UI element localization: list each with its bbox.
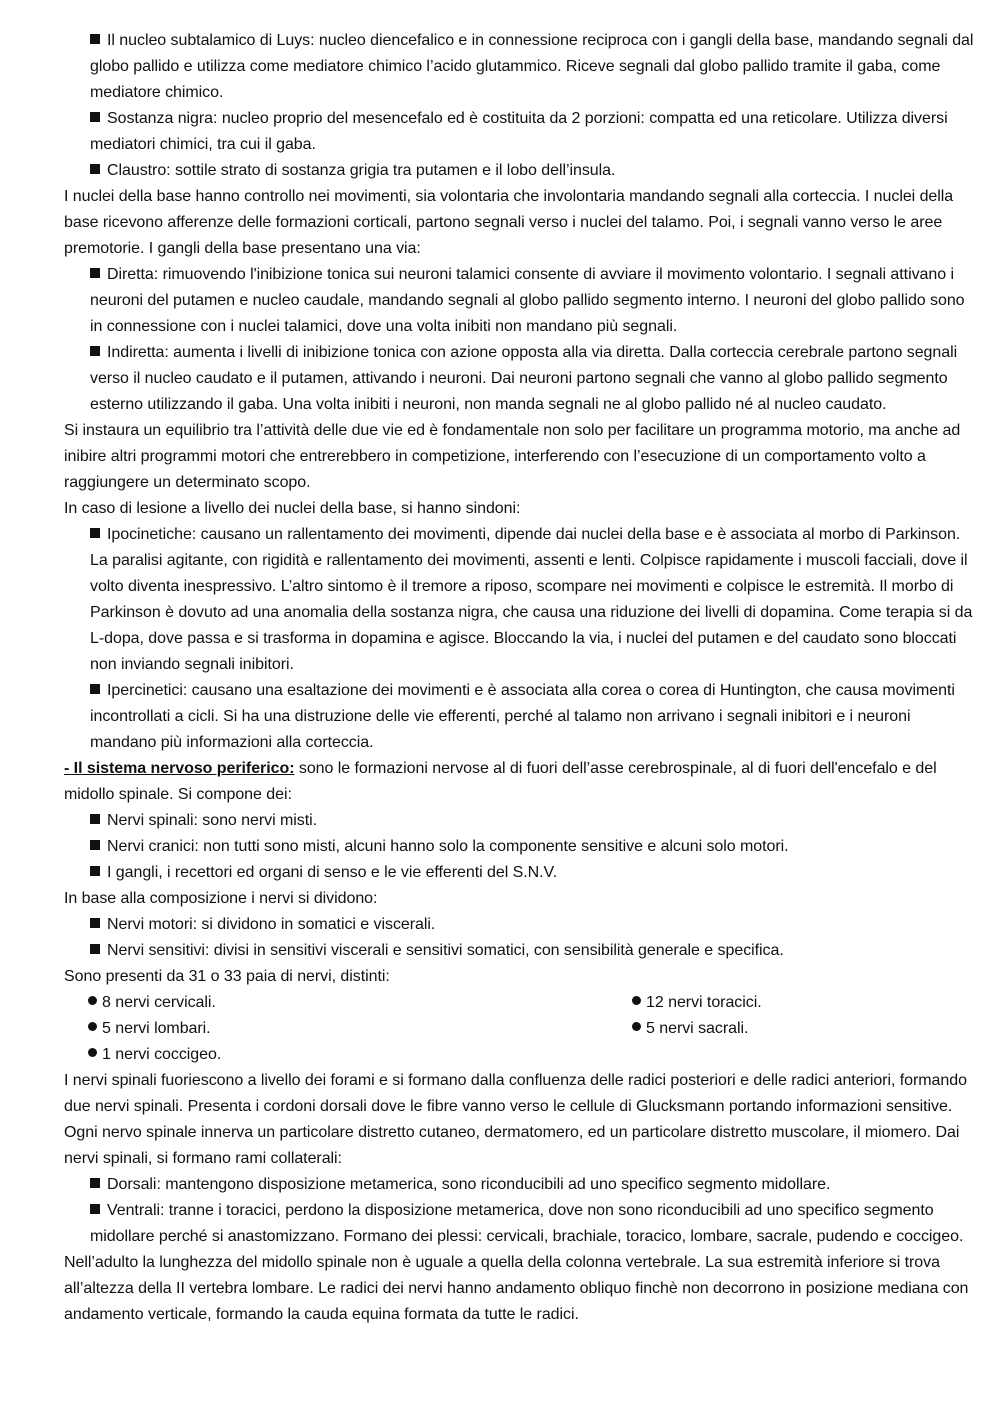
square-bullet-icon bbox=[90, 1178, 100, 1188]
bullet-item bbox=[64, 106, 976, 158]
bullet-text: Nervi cranici: non tutti sono misti, alcuni hanno solo la componente sensitive e alcuni solo motori. bbox=[107, 838, 789, 855]
bullet-text: Indiretta: aumenta i livelli di inibizione tonica con azione opposta alla via diretta. Dalla corteccia cerebrale partono segnali verso il nucleo caudato e il putamen, attivando i neuroni. Dai neuroni partono segnali che vanno al globo pallido segmento esterno utilizzando il gaba. Una volta inibiti i neuroni, non manda segnali ne al globo pallido né al nucleo caudato. bbox=[90, 344, 958, 413]
dot-bullet-icon bbox=[632, 996, 641, 1005]
bullet-item bbox=[64, 340, 976, 418]
square-bullet-icon bbox=[90, 814, 100, 824]
square-bullet-icon bbox=[90, 528, 100, 538]
bullet-text: Ipocinetiche: causano un rallentamento dei movimenti, dipende dai nuclei della base e è associata al morbo di Parkinson. La paralisi agitante, con rigidità e rallentamento dei movimenti, assenti e lenti. Colpisce rapidamente i muscoli facciali, dove il volto diventa inespressivo. L’altro sintomo è il tremore a riposo, scompare nei movimenti e colpisce le estremità. Il morbo di Parkinson è dovuto ad una anomalia della sostanza nigra, che causa una riduzione dei livelli di dopamina. Come terapia si da L-dopa, dove passa e si trasforma in dopamina e agisce. Bloccando la via, i nuclei del putamen e del caudato sono bloccati non inviando segnali inibitori. bbox=[90, 526, 973, 673]
bullet-item bbox=[64, 1172, 976, 1198]
square-bullet-icon bbox=[90, 34, 100, 44]
bullet-item bbox=[64, 860, 976, 886]
square-bullet-icon bbox=[90, 1204, 100, 1214]
bullet-item bbox=[64, 808, 976, 834]
paragraph: In base alla composizione i nervi si dividono: bbox=[64, 890, 378, 907]
bullet-item bbox=[64, 938, 976, 964]
paragraph: I nervi spinali fuoriescono a livello dei forami e si formano dalla confluenza delle radici posteriori e delle radici anteriori, formando due nervi spinali. Presenta i cordoni dorsali dove le fibre vanno verso le cellule di Glucksmann portando informazioni sensitive. Ogni nervo spinale innerva un particolare distretto cutaneo, dermatomero, ed un particolare distretto muscolare, il miomero. Dai nervi spinali, si formano rami collaterali: bbox=[64, 1072, 967, 1167]
bullet-text: Sostanza nigra: nucleo proprio del mesencefalo ed è costituita da 2 porzioni: compatta ed una reticolare. Utilizza diversi mediatori chimici, tra cui il gaba. bbox=[90, 110, 948, 153]
dot-list-item: 8 nervi cervicali. bbox=[88, 990, 216, 1016]
square-bullet-icon bbox=[90, 944, 100, 954]
square-bullet-icon bbox=[90, 112, 100, 122]
bullet-text: Ipercinetici: causano una esaltazione dei movimenti e è associata alla corea o corea di Huntington, che causa movimenti incontrollati a cicli. Si ha una distruzione delle vie efferenti, perché al talamo non arrivano i segnali inibitori e i neuroni mandano più informazioni alla corteccia. bbox=[90, 682, 955, 751]
square-bullet-icon bbox=[90, 346, 100, 356]
dot-list-item: 12 nervi toracici. bbox=[632, 990, 762, 1016]
nerve-count-list bbox=[64, 990, 976, 1068]
dot-list-item: 5 nervi sacrali. bbox=[632, 1016, 748, 1042]
document-page bbox=[64, 28, 976, 1328]
square-bullet-icon bbox=[90, 684, 100, 694]
square-bullet-icon bbox=[90, 918, 100, 928]
dot-list-item: 1 nervi coccigeo. bbox=[88, 1042, 221, 1068]
square-bullet-icon bbox=[90, 840, 100, 850]
square-bullet-icon bbox=[90, 866, 100, 876]
bullet-text: Ventrali: tranne i toracici, perdono la disposizione metamerica, dove non sono riconducibili ad uno specifico segmento midollare perché si anastomizzano. Formano dei plessi: cervicali, brachiale, toracico, lombare, sacrale, pudendo e coccigeo. bbox=[90, 1202, 964, 1245]
paragraph bbox=[64, 756, 976, 808]
paragraph-text: sono le formazioni nervose al di fuori dell’asse cerebrospinale, al di fuori dell'encefalo e del midollo spinale. Si compone dei: bbox=[64, 760, 937, 803]
bullet-item bbox=[64, 1198, 976, 1250]
bullet-item bbox=[64, 678, 976, 756]
bullet-item bbox=[64, 158, 976, 184]
bullet-text: Nervi sensitivi: divisi in sensitivi viscerali e sensitivi somatici, con sensibilità generale e specifica. bbox=[107, 942, 784, 959]
dot-bullet-icon bbox=[632, 1022, 641, 1031]
bullet-item bbox=[64, 912, 976, 938]
paragraph: In caso di lesione a livello dei nuclei della base, si hanno sindoni: bbox=[64, 500, 521, 517]
dot-list-item: 5 nervi lombari. bbox=[88, 1016, 211, 1042]
section-heading: - Il sistema nervoso periferico: bbox=[64, 760, 295, 777]
paragraph: Si instaura un equilibrio tra l’attività delle due vie ed è fondamentale non solo per facilitare un programma motorio, ma anche ad inibire altri programmi motori che entrerebbero in competizione, interferendo con l’esecuzione di un comportamento volto a raggiungere un determinato scopo. bbox=[64, 422, 961, 491]
bullet-text: Nervi spinali: sono nervi misti. bbox=[107, 812, 318, 829]
bullet-item bbox=[64, 262, 976, 340]
bullet-text: I gangli, i recettori ed organi di senso e le vie efferenti del S.N.V. bbox=[107, 864, 558, 881]
dot-bullet-icon bbox=[88, 1048, 97, 1057]
square-bullet-icon bbox=[90, 164, 100, 174]
paragraph: Nell’adulto la lunghezza del midollo spinale non è uguale a quella della colonna vertebrale. La sua estremità inferiore si trova all’altezza della II vertebra lombare. Le radici dei nervi hanno andamento obliquo finchè non decorrono in posizione mediana con andamento verticale, formando la cauda equina formata da tutte le radici. bbox=[64, 1254, 969, 1323]
dot-bullet-icon bbox=[88, 1022, 97, 1031]
square-bullet-icon bbox=[90, 268, 100, 278]
bullet-text: Il nucleo subtalamico di Luys: nucleo diencefalico e in connessione reciproca con i gangli della base, mandando segnali dal globo pallido e utilizza come mediatore chimico l’acido glutammico. Riceve segnali dal globo pallido tramite il gaba, come mediatore chimico. bbox=[90, 32, 974, 101]
bullet-text: Claustro: sottile strato di sostanza grigia tra putamen e il lobo dell’insula. bbox=[107, 162, 616, 179]
bullet-text: Dorsali: mantengono disposizione metamerica, sono riconducibili ad uno specifico segmento midollare. bbox=[107, 1176, 831, 1193]
bullet-item bbox=[64, 522, 976, 678]
dot-bullet-icon bbox=[88, 996, 97, 1005]
bullet-item bbox=[64, 28, 976, 106]
bullet-item bbox=[64, 834, 976, 860]
paragraph: I nuclei della base hanno controllo nei movimenti, sia volontaria che involontaria mandando segnali alla corteccia. I nuclei della base ricevono afferenze delle formazioni corticali, partono segnali verso i nuclei del talamo. Poi, i segnali vanno verso le aree premotorie. I gangli della base presentano una via: bbox=[64, 188, 954, 257]
bullet-text: Diretta: rimuovendo l'inibizione tonica sui neuroni talamici consente di avviare il movimento volontario. I segnali attivano i neuroni del putamen e nucleo caudale, mandando segnali al globo pallido segmento interno. I neuroni del globo pallido sono in connessione con i nuclei talamici, dove una volta inibiti non mandano più segnali. bbox=[90, 266, 965, 335]
bullet-text: Nervi motori: si dividono in somatici e viscerali. bbox=[107, 916, 436, 933]
paragraph: Sono presenti da 31 o 33 paia di nervi, distinti: bbox=[64, 968, 390, 985]
